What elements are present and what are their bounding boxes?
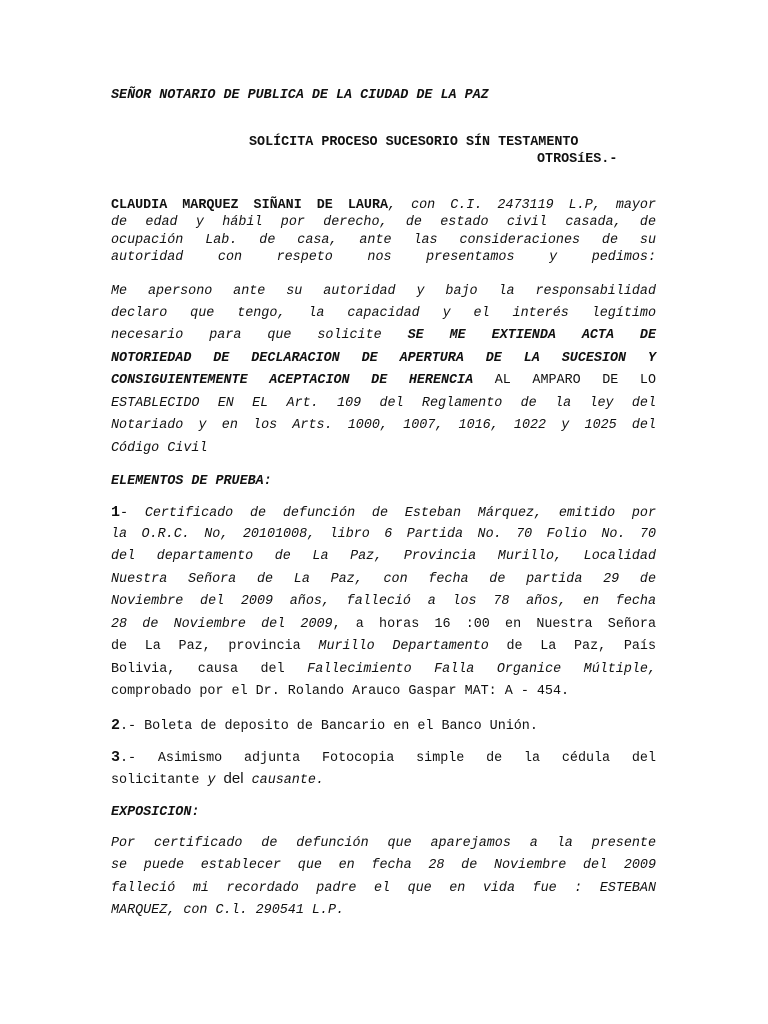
evidence-item-1-number: 1 — [111, 504, 121, 521]
evidence-item-1-line-7 — [111, 639, 656, 654]
evidence-item-3-causante: causante. — [251, 773, 324, 788]
evidence-item-1-line-3: del departamento de La Paz, Provincia Murillo, Localidad — [111, 549, 656, 564]
exposition-line-2: se puede establecer que en fecha 28 de Noviembre del 2009 — [111, 858, 656, 873]
evidence-item-1-line-9: comprobado por el Dr. Rolando Arauco Gaspar MAT: A - 454. — [111, 684, 570, 699]
evidence-item-1-text: - Certificado de defunción de Esteban Márquez, emitido por — [120, 506, 656, 521]
exposition-line-3: falleció mi recordado padre el que en vida fue : ESTEBAN — [111, 881, 656, 896]
evidence-item-3-number: 3 — [111, 749, 121, 766]
evidence-item-3-del: del — [223, 770, 244, 787]
request-line-4: NOTORIEDAD DE DECLARACION DE APERTURA DE LA SUCESION Y — [111, 351, 656, 366]
exposition-heading: EXPOSICION: — [111, 805, 200, 820]
evidence-item-2-number: 2 — [111, 717, 121, 734]
evidence-item-1-line-8 — [111, 662, 656, 677]
evidence-item-3-text: .- Asimismo adjunta Fotocopia simple de la cédula del — [120, 751, 656, 766]
request-line-3 — [111, 328, 656, 343]
evidence-item-1-line-4: Nuestra Señora de La Paz, con fecha de partida 29 de — [111, 572, 656, 587]
request-line-3-emphasis: SE ME EXTIENDA ACTA DE — [407, 328, 656, 343]
evidence-item-1-line-5: Noviembre del 2009 años, falleció a los 78 años, en fecha — [111, 594, 656, 609]
evidence-item-1-line-1 — [111, 504, 656, 521]
subject-line-1: SOLÍCITA PROCESO SUCESORIO SÍN TESTAMENTO — [249, 135, 579, 150]
evidence-item-1-province: Murillo Departamento — [318, 639, 489, 654]
evidence-item-2-text: .- Boleta de deposito de Bancario en el Banco Unión. — [120, 719, 538, 734]
request-line-5 — [111, 373, 656, 388]
evidence-item-3-solicitante: solicitante — [111, 773, 200, 788]
evidence-heading: ELEMENTOS DE PRUEBA: — [111, 474, 272, 489]
intro-line-2: de edad y hábil por derecho, de estado civil casada, de — [111, 215, 656, 230]
evidence-item-2 — [111, 717, 538, 734]
intro-line-4: autoridad con respeto nos presentamos y pedimos: — [111, 250, 656, 265]
exposition-line-1: Por certificado de defunción que aparejamos a la presente — [111, 836, 656, 851]
evidence-item-1-date: 28 de Noviembre del 2009 — [111, 617, 333, 632]
evidence-item-1-province-label: de La Paz, provincia — [111, 639, 301, 654]
evidence-item-1-country: de La Paz, País — [506, 639, 656, 654]
subject-line-2: OTROSíES.- — [537, 152, 618, 167]
intro-line-1 — [111, 198, 656, 213]
evidence-item-1-cause: Fallecimiento Falla Organice Múltiple, — [307, 662, 656, 677]
request-line-1: Me apersono ante su autoridad y bajo la responsabilidad — [111, 284, 656, 299]
request-line-5-emphasis: CONSIGUIENTEMENTE ACEPTACION DE HERENCIA — [111, 373, 474, 388]
evidence-item-3-line-1 — [111, 749, 656, 766]
evidence-item-1-line-6 — [111, 617, 656, 632]
evidence-item-3-line-2 — [111, 770, 324, 788]
request-line-3-text: necesario para que solicite — [111, 328, 382, 343]
petitioner-name: CLAUDIA MARQUEZ SIÑANI DE LAURA — [111, 198, 389, 213]
evidence-item-1-cause-label: Bolivia, causa del — [111, 662, 285, 677]
evidence-item-1-time: , a horas 16 :00 en Nuestra Señora — [332, 617, 656, 632]
request-line-6: ESTABLECIDO EN EL Art. 109 del Reglamento de la ley del — [111, 396, 656, 411]
exposition-line-4: MARQUEZ, con C.l. 290541 L.P. — [111, 903, 345, 918]
request-line-5-text: AL AMPARO DE LO — [494, 373, 656, 388]
evidence-item-1-line-2: la O.R.C. No, 20101008, libro 6 Partida No. 70 Folio No. 70 — [111, 527, 656, 542]
evidence-item-3-y: y — [207, 773, 216, 788]
petitioner-id: , con C.I. 2473119 L.P, mayor — [388, 198, 656, 213]
request-line-8: Código Civil — [111, 441, 208, 456]
request-line-2: declaro que tengo, la capacidad y el interés legítimo — [111, 306, 656, 321]
request-line-7: Notariado y en los Arts. 1000, 1007, 1016, 1022 y 1025 del — [111, 418, 656, 433]
addressee-heading: SEÑOR NOTARIO DE PUBLICA DE LA CIUDAD DE LA PAZ — [111, 88, 489, 103]
intro-line-3: ocupación Lab. de casa, ante las consideraciones de su — [111, 233, 656, 248]
